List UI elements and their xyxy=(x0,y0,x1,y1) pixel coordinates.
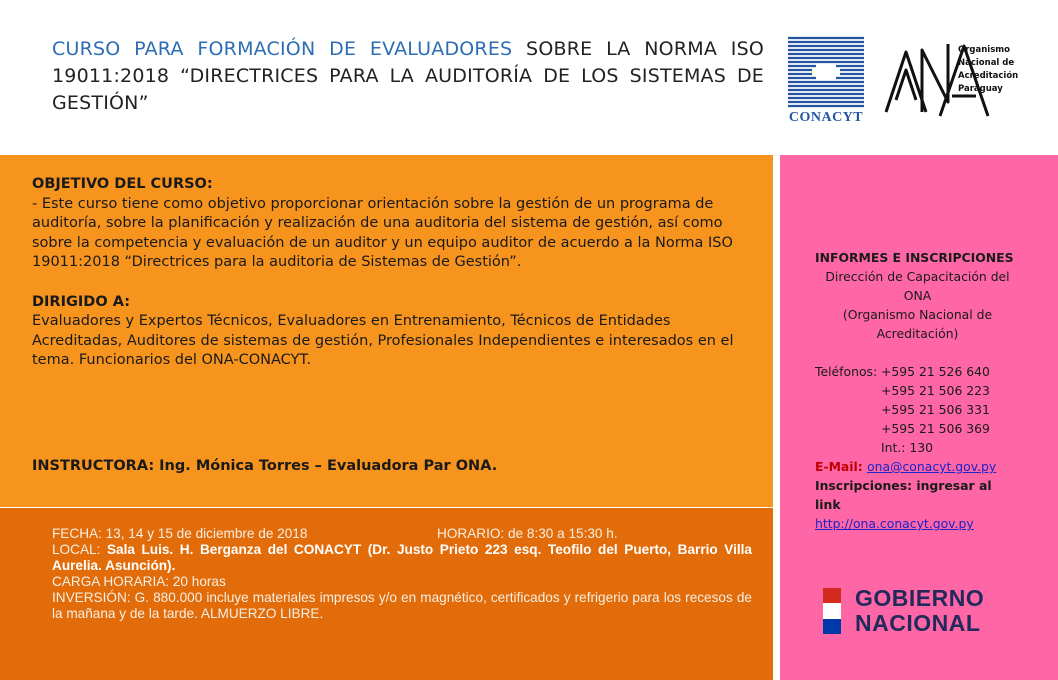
contact-content xyxy=(815,248,1020,533)
ona-name xyxy=(958,44,1048,96)
conacyt-logo-icon xyxy=(786,36,866,108)
audience-heading: DIRIGIDO A: xyxy=(32,293,130,310)
location-value: Sala Luis. H. Berganza del CONACYT (Dr. Justo Prieto 223 esq. Teofilo del Puerto, Barrio Villa Aurelia. Asunción). xyxy=(52,542,752,573)
contact-heading: INFORMES E INSCRIPCIONES xyxy=(815,250,1014,265)
signup-text: Inscripciones: ingresar al link xyxy=(815,478,992,512)
objective-heading: OBJETIVO DEL CURSO: xyxy=(32,176,213,192)
ona-name-line: Organismo xyxy=(958,45,1010,55)
nacional-line: NACIONAL xyxy=(855,610,981,636)
gobierno-nacional-text xyxy=(855,586,984,636)
ona-name-line: Nacional de xyxy=(958,58,1015,68)
phone-number: +595 21 506 331 xyxy=(881,402,990,417)
objective-content xyxy=(32,175,744,474)
header xyxy=(0,0,1058,155)
contact-organization: (Organismo Nacional de Acreditación) xyxy=(842,307,993,341)
contact-department: Dirección de Capacitación del ONA xyxy=(825,269,1010,303)
course-title-rest: SOBRE LA NORMA ISO 19011:2018 “DIRECTRICES PARA LA AUDITORÍA DE LOS SISTEMAS DE GESTIÓN” xyxy=(52,38,764,114)
email-label: E-Mail: xyxy=(815,459,868,474)
website-link[interactable]: http://ona.conacyt.gov.py xyxy=(815,516,974,531)
conacyt-label: CONACYT xyxy=(788,110,864,125)
instructor-line: INSTRUCTORA: Ing. Mónica Torres – Evaluadora Par ONA. xyxy=(32,458,498,474)
hours-text: CARGA HORARIA: 20 horas xyxy=(52,574,226,589)
course-title-highlight: CURSO PARA FORMACIÓN DE EVALUADORES xyxy=(52,38,513,60)
date-text: FECHA: 13, 14 y 15 de diciembre de 2018 xyxy=(52,526,308,541)
gobierno-nacional-logo xyxy=(823,585,1013,636)
phone-number: +595 21 526 640 xyxy=(881,364,990,379)
phone-label: Teléfonos: xyxy=(815,364,878,379)
conacyt-logo xyxy=(786,36,866,128)
details-panel xyxy=(0,508,773,680)
schedule-text: HORARIO: de 8:30 a 15:30 h. xyxy=(437,526,618,541)
ona-logo xyxy=(882,40,1052,122)
course-title xyxy=(52,36,764,117)
objective-text: - Este curso tiene como objetivo proporcionar orientación sobre la gestión de un programa de auditoría, sobre la planificación y realización de una auditoria del sistema de gestión, así como sobre la competencia y evaluación de un auditor y un equipo auditor de acuerdo a la Norma ISO 19011:2018 “Directrices para la auditoria de Sistemas de Gestión”. xyxy=(32,195,733,270)
phone-number: +595 21 506 369 xyxy=(881,421,990,436)
ona-name-line: Paraguay xyxy=(958,84,1003,94)
email-link[interactable]: ona@conacyt.gov.py xyxy=(867,459,997,474)
details-content xyxy=(52,526,752,622)
location-label: LOCAL: xyxy=(52,542,107,557)
objective-panel xyxy=(0,155,773,507)
phone-extension: Int.: 130 xyxy=(881,440,934,455)
ona-name-line: Acreditación xyxy=(958,71,1019,81)
phone-number: +595 21 506 223 xyxy=(881,383,990,398)
gobierno-line: GOBIERNO xyxy=(855,585,985,611)
audience-text: Evaluadores y Expertos Técnicos, Evaluadores en Entrenamiento, Técnicos de Entidades Acreditadas, Auditores de sistemas de gestión, Profesionales Independientes e interesados en el tema. Funcionarios del ONA-CONACYT. xyxy=(32,313,734,368)
investment-text: INVERSIÓN: G. 880.000 incluye materiales impresos y/o en magnético, certificados y refrigerio para los recesos de la mañana y de la tarde. ALMUERZO LIBRE. xyxy=(52,590,752,621)
paraguay-flag-icon xyxy=(823,588,841,634)
